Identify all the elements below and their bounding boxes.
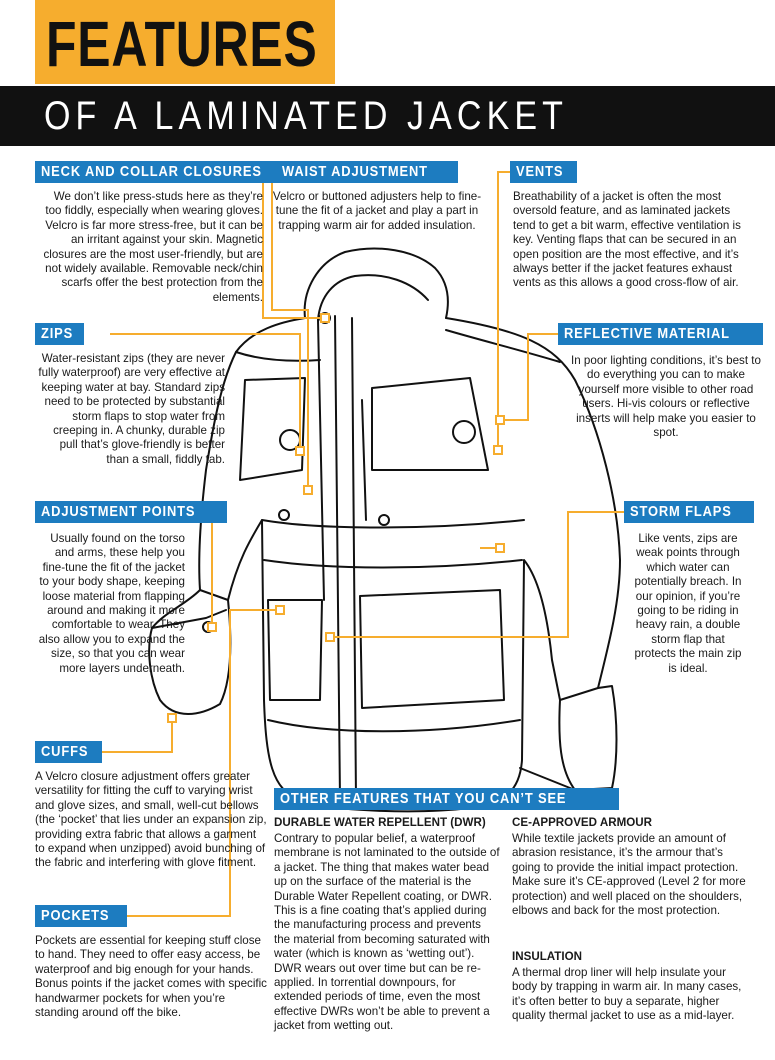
jacket-button-left	[279, 510, 289, 520]
text-vents: Breathability of a jacket is often the most oversold feature, and as laminated jackets tend to get a bit warm, effective ventilation is key. Venting flaps that can be secured in an open position are the most effective, and it’s always better if the jacket features exhaust vents as this allows a good cross-flow of air.	[513, 190, 741, 290]
page-title: FEATURES	[46, 8, 318, 80]
leader-storm	[330, 512, 624, 637]
text-adjustment: Usually found on the torso and arms, these help you fine-tune the fit of the jacket to your body shape, keeping loose material from flapping around and making it more comfortable to wear. They also allow you to expand the size, so that you can wear more layers underneath.	[38, 532, 185, 675]
jacket-waist-band	[262, 520, 524, 568]
jacket-hem	[268, 720, 520, 731]
marker-vents	[494, 446, 502, 454]
jacket-right-sleeve	[559, 686, 616, 790]
heading-pockets: POCKETS	[35, 905, 127, 927]
text-waist: Velcro or buttoned adjusters help to fine-tune the fit of a jacket and play a part in trapping warm air for added insulation.	[272, 190, 482, 232]
marker-neck	[321, 314, 329, 322]
subheading-dwr: DURABLE WATER REPELLENT (DWR)	[274, 816, 486, 829]
marker-storm	[326, 633, 334, 641]
heading-cuffs: CUFFS	[35, 741, 102, 763]
heading-storm: STORM FLAPS	[624, 501, 754, 523]
jacket-main-zip	[335, 316, 340, 800]
jacket-right-logo	[453, 421, 475, 443]
heading-neck: NECK AND COLLAR CLOSURES	[35, 161, 304, 183]
jacket-button-mid	[379, 515, 389, 525]
leader-vents	[498, 172, 510, 450]
jacket-right-lower-pocket	[360, 590, 504, 708]
jacket-collar-inner	[318, 275, 428, 320]
marker-adjustment	[208, 623, 216, 631]
heading-vents: VENTS	[510, 161, 577, 183]
page-subtitle: OF A LAMINATED JACKET	[44, 94, 568, 138]
heading-other: OTHER FEATURES THAT YOU CAN’T SEE	[274, 788, 619, 810]
text-reflective: In poor lighting conditions, it’s best to do everything you can to make yourself more visible to other road users. Hi-vis colours or reflective inserts will help make you easier to spot.	[571, 354, 761, 440]
text-zips: Water-resistant zips (they are never fully waterproof) are very effective at keeping water at bay. Standard zips need to be protected by substantial storm flaps to stop water from creeping in. A chunky, durable zip pull that’s glove-friendly is better than a small, fiddly tab.	[38, 352, 225, 466]
text-cuffs: A Velcro closure adjustment offers greater versatility for fitting the cuff to varying wrist and glove sizes, and small, well-cut bellows (the ‘pocket’ that lies under an expansion zip, providing extra fabric that allows a garment to expand when unzipped) avoid bunching of the fabric and interfering with glove fitment.	[35, 770, 267, 870]
text-insulation: A thermal drop liner will help insulate your body by trapping in warm air. In many cases, it’s often better to buy a separate, higher quality thermal jacket to use as a mid-layer.	[512, 966, 742, 1023]
marker-pockets	[276, 606, 284, 614]
heading-adjustment: ADJUSTMENT POINTS	[35, 501, 227, 523]
heading-waist: WAIST ADJUSTMENT	[276, 161, 458, 183]
subheading-armour: CE-APPROVED ARMOUR	[512, 816, 652, 829]
subheading-insulation: INSULATION	[512, 950, 582, 963]
text-neck: We don’t like press-studs here as they’re too fiddly, especially when wearing gloves. Velcro is far more stress-free, but it can be an irritant against your skin. Magnetic closures are the most user-friendly, but are not widely available. Removable neck/chin scarfs offer the best protection from the elements.	[43, 190, 263, 304]
heading-reflective: REFLECTIVE MATERIAL	[558, 323, 763, 345]
jacket-right-cuff	[520, 768, 575, 790]
text-storm: Like vents, zips are weak points through which water can potentially breach. In our opinion, if you’re going to be riding in heavy rain, a double storm flap that protects the main zip is ideal.	[634, 532, 742, 675]
marker-reflective	[496, 416, 504, 424]
marker-cuffs	[168, 714, 176, 722]
jacket-left-chest-pocket	[240, 378, 305, 480]
text-pockets: Pockets are essential for keeping stuff close to hand. They need to offer easy access, be waterproof and big enough for your hands. Bonus points if the jacket comes with specific handwarmer pockets for when you’re standing around off the bike.	[35, 934, 267, 1020]
jacket-body-outline	[199, 318, 620, 811]
marker-storm-vent	[496, 544, 504, 552]
marker-waist	[304, 486, 312, 494]
jacket-chest-zip	[362, 400, 366, 520]
leader-cuffs	[92, 718, 172, 752]
marker-zips	[296, 447, 304, 455]
text-armour: While textile jackets provide an amount of abrasion resistance, it’s the armour that’s going to provide the initial impact protection. Make sure it’s CE-approved (Level 2 for more protection) and well placed on the shoulders, elbows and back for the most protection.	[512, 832, 746, 918]
heading-zips: ZIPS	[35, 323, 84, 345]
text-dwr: Contrary to popular belief, a waterproof membrane is not laminated to the outside of a jacket. The thing that makes water bead up on the surface of the material is the Durable Water Repellent coating, or DWR. This is a fine coating that’s applied during the manufacturing process and prevents the material from becoming saturated with water (which is known as ‘wetting out’). DWR wears out over time but can be re-applied. In torrential downpours, for extended periods of time, even the most effective DWRs won’t be able to prevent a jacket from wetting out.	[274, 832, 500, 1033]
jacket-collar	[305, 249, 448, 318]
